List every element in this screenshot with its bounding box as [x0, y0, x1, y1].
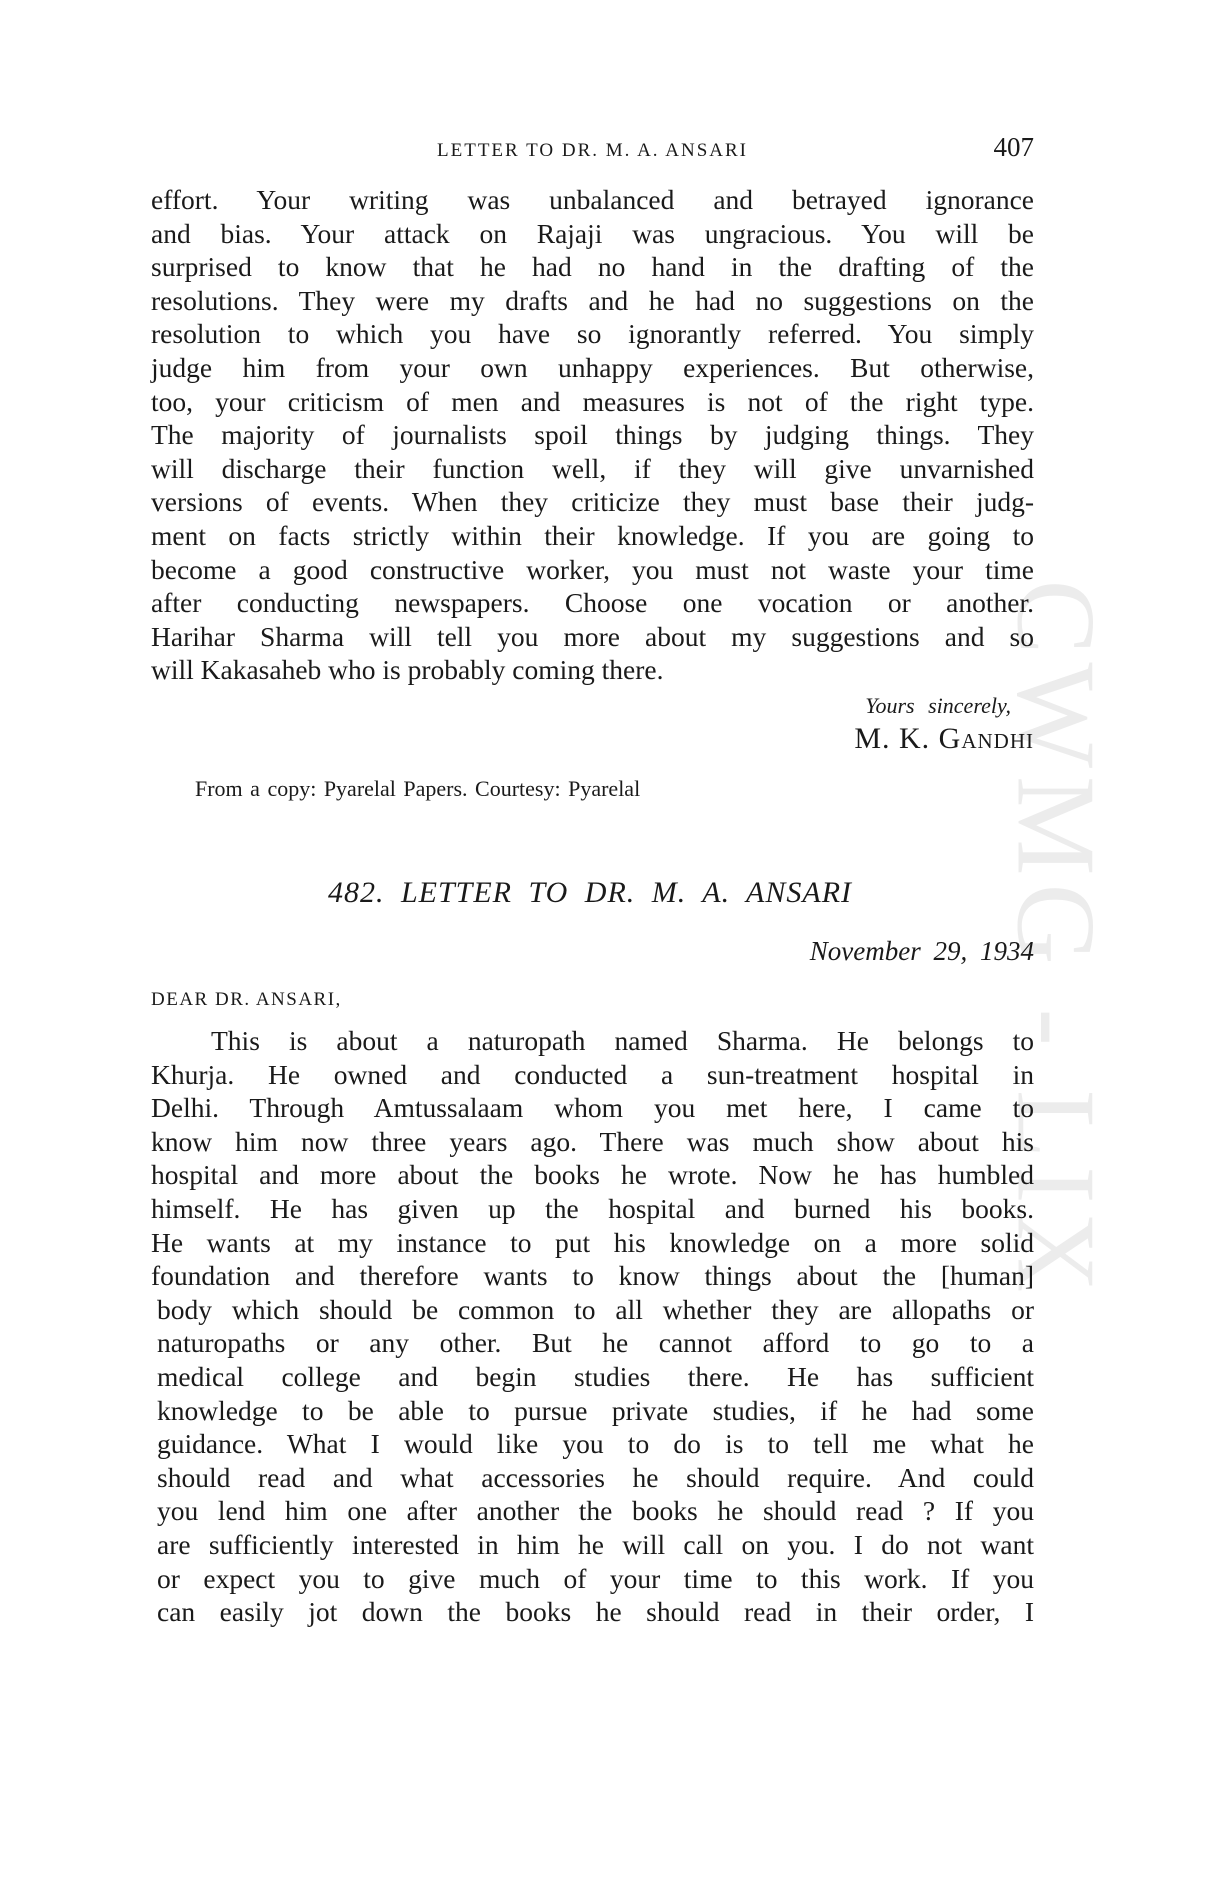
text-line: Harihar Sharma will tell you more about my suggestions and so: [151, 620, 1034, 652]
text-line: hospital and more about the books he wrote. Now he has humbled: [151, 1159, 1034, 1191]
text-line: resolution to which you have so ignorantly referred. You simply: [151, 318, 1034, 350]
text-line: can easily jot down the books he should read in their order, I: [157, 1596, 1034, 1628]
text-line: should read and what accessories he should require. And could: [157, 1461, 1034, 1493]
running-head-title: LETTER TO DR. M. A. ANSARI: [437, 140, 748, 161]
previous-letter-body: [151, 183, 1034, 687]
running-head: [151, 134, 1034, 164]
text-line: Delhi. Through Amtussalaam whom you met here, I came to: [151, 1092, 1034, 1124]
text-line: himself. He has given up the hospital and burned his books.: [151, 1192, 1034, 1224]
text-line: knowledge to be able to pursue private studies, if he had some: [157, 1394, 1034, 1426]
text-line: become a good constructive worker, you must not waste your time: [151, 553, 1034, 585]
source-note: From a copy: Pyarelal Papers. Courtesy: Pyarelal: [195, 776, 641, 801]
letter-heading: 482. LETTER TO DR. M. A. ANSARI: [327, 876, 853, 909]
text-line: Khurja. He owned and conducted a sun-treatment hospital in: [151, 1058, 1034, 1090]
text-line: are sufficiently interested in him he will call on you. I do not want: [157, 1528, 1034, 1560]
text-line: will Kakasaheb who is probably coming there.: [151, 654, 664, 686]
text-line: guidance. What I would like you to do is to tell me what he: [157, 1428, 1034, 1460]
text-line: The majority of journalists spoil things by judging things. They: [151, 419, 1034, 451]
letter-date: November 29, 1934: [809, 936, 1034, 966]
text-line: resolutions. They were my drafts and he had no suggestions on the: [151, 284, 1034, 316]
text-line: foundation and therefore wants to know things about the [human]: [151, 1260, 1034, 1292]
text-line: He wants at my instance to put his knowledge on a more solid: [151, 1226, 1034, 1258]
text-line: know him now three years ago. There was much show about his: [151, 1125, 1034, 1157]
text-line: or expect you to give much of your time to this work. If you: [157, 1562, 1034, 1594]
text-line: medical college and begin studies there. He has sufficient: [157, 1360, 1034, 1392]
text-line: will discharge their function well, if they will give unvarnished: [151, 452, 1034, 484]
text-line: This is about a naturopath named Sharma. He belongs to: [211, 1025, 1034, 1056]
salutation: DEAR DR. ANSARI,: [151, 989, 342, 1010]
text-line: body which should be common to all whether they are allopaths or: [157, 1293, 1034, 1325]
closing: Yours sincerely,: [865, 693, 1011, 718]
text-line: naturopaths or any other. But he cannot afford to go to a: [157, 1327, 1034, 1359]
letter-body: [151, 1024, 1034, 1629]
signature: M. K. Gandhi: [854, 722, 1034, 755]
text-line: versions of events. When they criticize they must base their judg-: [151, 486, 1034, 518]
text-line: ment on facts strictly within their knowledge. If you are going to: [151, 519, 1034, 551]
watermark-text: CWMG - LIX: [993, 579, 1118, 1301]
text-line: effort. Your writing was unbalanced and betrayed ignorance: [151, 184, 1034, 215]
text-line: too, your criticism of men and measures is not of the right type.: [151, 385, 1034, 417]
text-line: surprised to know that he had no hand in the drafting of the: [151, 251, 1034, 283]
page-number: 407: [993, 132, 1034, 162]
text-line: after conducting newspapers. Choose one vocation or another.: [151, 587, 1034, 619]
text-line: judge him from your own unhappy experiences. But otherwise,: [151, 351, 1034, 383]
text-line: and bias. Your attack on Rajaji was ungracious. You will be: [151, 217, 1034, 249]
text-line: you lend him one after another the books he should read ? If you: [157, 1495, 1034, 1527]
